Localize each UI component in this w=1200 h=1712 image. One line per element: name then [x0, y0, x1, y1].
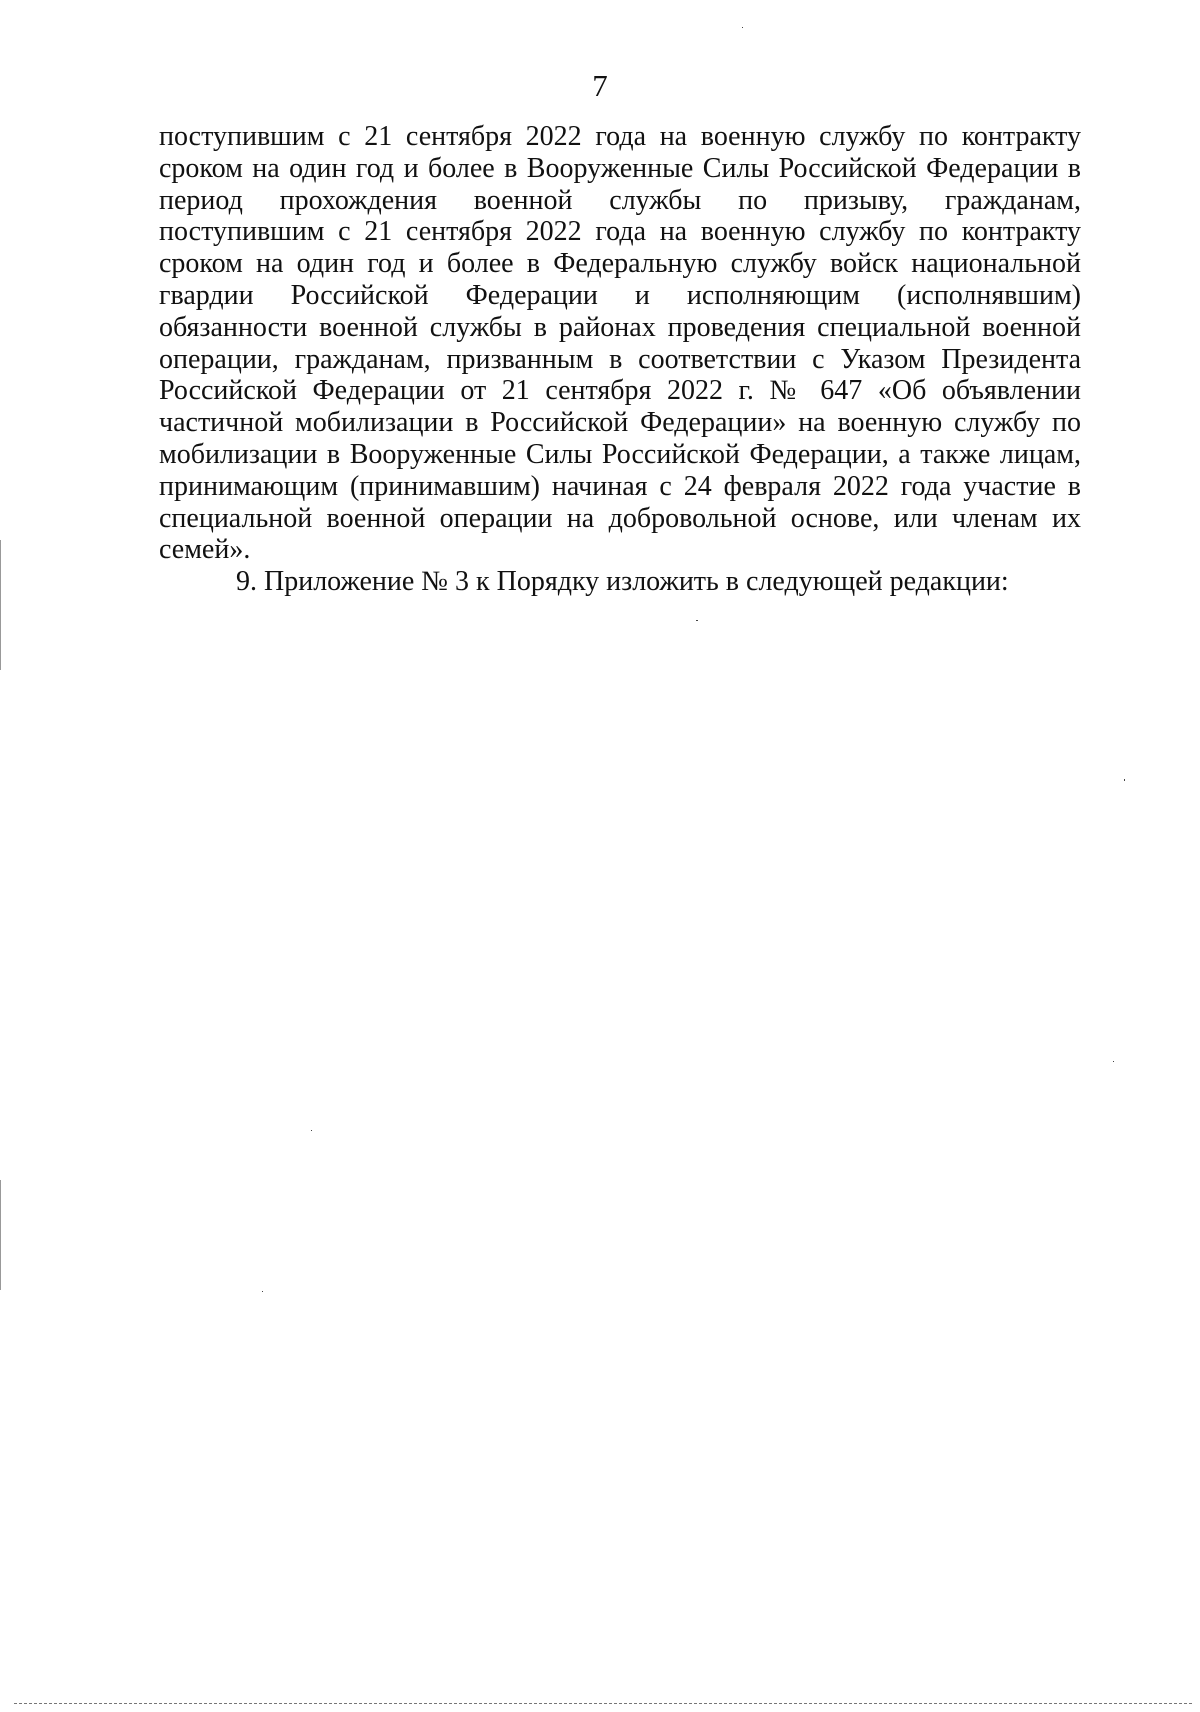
text-line: сроком на один год и более в Вооруженные Силы Российской Федерации в — [159, 152, 1081, 184]
scan-speck — [1113, 1061, 1114, 1062]
text-line: поступившим с 21 сентября 2022 года на военную службу по контракту — [159, 121, 1081, 152]
scan-speck — [311, 1130, 312, 1131]
text-line: семей». — [159, 534, 251, 566]
text-line: сроком на один год и более в Федеральную службу войск национальной — [159, 248, 1081, 280]
text-line: операции, гражданам, призванным в соответствии с Указом Президента — [159, 343, 1081, 375]
text-line: частичной мобилизации в Российской Федерации» на военную службу по — [159, 407, 1081, 439]
text-line: поступившим с 21 сентября 2022 года на военную службу по контракту — [159, 216, 1081, 248]
item-9-paragraph: 9. Приложение № 3 к Порядку изложить в следующей редакции: — [236, 566, 1009, 598]
text-line: специальной военной операции на добровольной основе, или членам их — [159, 502, 1081, 534]
scan-edge — [0, 1180, 1, 1290]
text-line: мобилизации в Вооруженные Силы Российской Федерации, а также лицам, — [159, 438, 1081, 470]
text-line: Российской Федерации от 21 сентября 2022 г. № 647 «Об объявлении — [159, 375, 1081, 407]
text-line: гвардии Российской Федерации и исполняющим (исполнявшим) — [159, 279, 1081, 311]
text-line: период прохождения военной службы по призыву, гражданам, — [159, 184, 1081, 216]
scan-speck — [696, 620, 698, 621]
text-line: принимающим (принимавшим) начиная с 24 февраля 2022 года участие в — [159, 470, 1081, 502]
page-number: 7 — [592, 68, 608, 103]
text-line: обязанности военной службы в районах проведения специальной военной — [159, 311, 1081, 343]
scan-speck — [742, 27, 743, 28]
scan-bottom-edge — [14, 1703, 1192, 1705]
scan-speck — [262, 1291, 263, 1292]
scan-speck — [1124, 779, 1125, 781]
scan-edge — [0, 540, 1, 670]
document-body — [159, 121, 1081, 598]
